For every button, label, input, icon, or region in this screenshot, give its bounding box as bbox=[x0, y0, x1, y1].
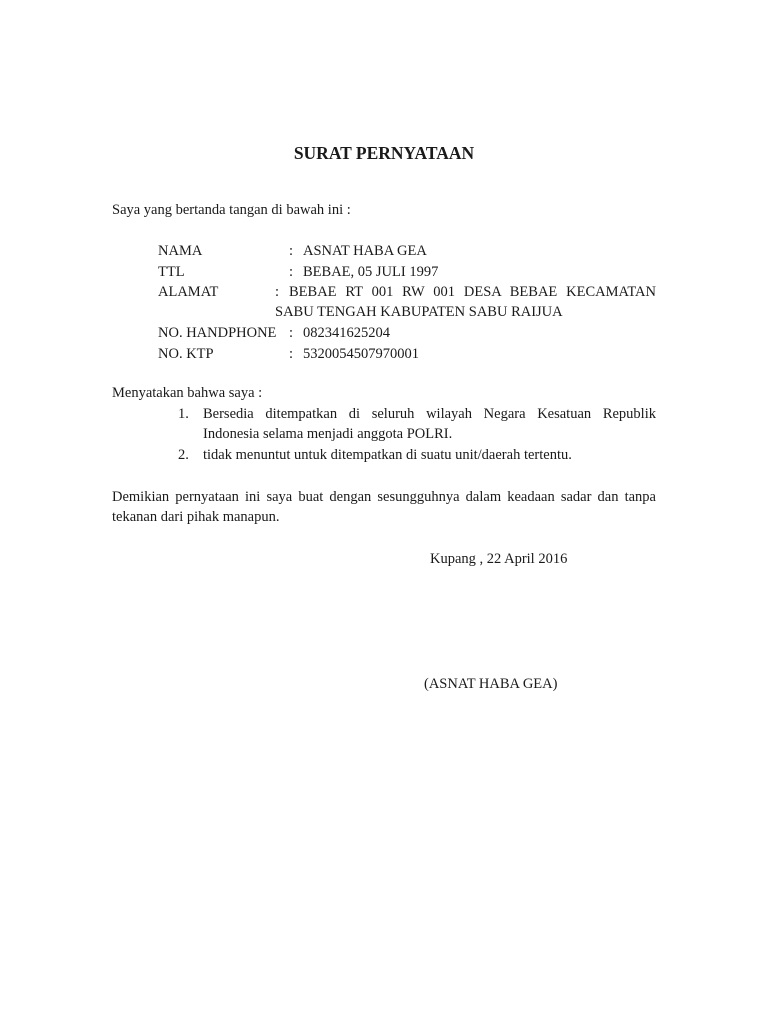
closing-paragraph: Demikian pernyataan ini saya buat dengan sesungguhnya dalam keadaan sadar dan tanpa tekanan dari pihak manapun. bbox=[112, 489, 656, 525]
list-number: 2. bbox=[178, 447, 189, 463]
identity-label: NO. HANDPHONE bbox=[158, 325, 277, 341]
identity-row-ttl bbox=[158, 262, 656, 283]
identity-value: 5320054507970001 bbox=[303, 345, 419, 362]
list-text: Bersedia ditempatkan di seluruh wilayah Negara Kesatuan Republik Indonesia selama menjadi anggota POLRI. bbox=[203, 406, 656, 442]
identity-label: NAMA bbox=[158, 243, 203, 259]
list-item bbox=[178, 404, 656, 444]
identity-value: 082341625204 bbox=[303, 325, 390, 341]
list-text: tidak menuntut untuk ditempatkan di suatu unit/daerah tertentu. bbox=[203, 447, 572, 463]
identity-address-block bbox=[275, 282, 656, 323]
signer-name: (ASNAT HABA GEA) bbox=[424, 676, 558, 692]
identity-value: BEBAE RT 001 RW 001 DESA BEBAE KECAMATAN SABU TENGAH KABUPATEN SABU RAIJUA bbox=[275, 284, 656, 320]
identity-row-handphone bbox=[158, 323, 656, 344]
identity-table bbox=[158, 241, 656, 364]
identity-label: ALAMAT bbox=[158, 284, 219, 300]
place-date: Kupang , 22 April 2016 bbox=[430, 551, 568, 567]
identity-row-nama bbox=[158, 241, 656, 262]
identity-colon: : bbox=[289, 345, 294, 362]
identity-row-ktp bbox=[158, 344, 656, 365]
identity-label: NO. KTP bbox=[158, 345, 214, 362]
list-item bbox=[178, 445, 656, 465]
identity-colon: : bbox=[289, 243, 294, 259]
identity-colon: : bbox=[275, 284, 280, 300]
document-title: SURAT PERNYATAAN bbox=[293, 143, 475, 163]
list-number: 1. bbox=[178, 406, 189, 422]
identity-value: BEBAE, 05 JULI 1997 bbox=[303, 263, 439, 280]
identity-colon: : bbox=[289, 263, 294, 280]
identity-label: TTL bbox=[158, 263, 185, 280]
identity-value: ASNAT HABA GEA bbox=[303, 243, 427, 259]
identity-colon: : bbox=[289, 325, 294, 341]
statement-list bbox=[178, 404, 656, 466]
identity-row-alamat bbox=[158, 282, 656, 323]
intro-text: Saya yang bertanda tangan di bawah ini : bbox=[112, 202, 351, 218]
statement-intro: Menyatakan bahwa saya : bbox=[112, 385, 263, 401]
